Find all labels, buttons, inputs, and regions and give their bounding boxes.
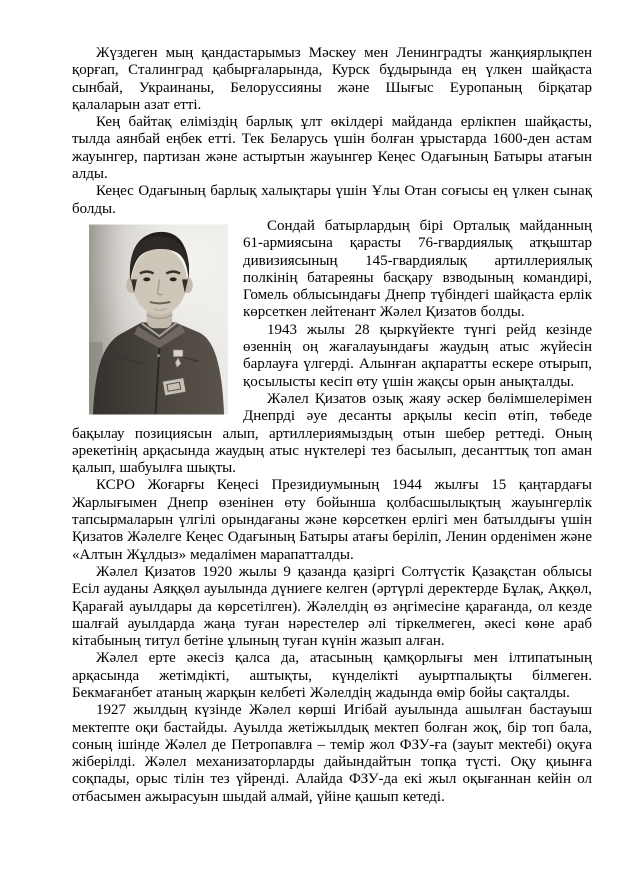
paragraph: Жәлел Қизатов озық жаяу әскер бөлімшелерімен Днепрді әуе десанты арқылы кесіп өтіп, төбеде бақылау позициясын алып, артиллериямыздың отын шебер реттеді. Оның әрекетінің арқасында жаудың атыс нүктелері тез басылып, десанттық топ аман қалып, шабуылға шықты. — [72, 390, 592, 477]
portrait-photo-image — [89, 224, 228, 415]
paragraph: 1927 жылдың күзінде Жәлел көрші Игібай ауылында ашылған бастауыш мектепте оқи бастайды. Ауылда жетіжылдық мектеп болған жоқ, бір топ бала, соның ішінде Жәлел де Петропавлға – темір жол ФЗУ-ға (зауыт мектебі) оқуға жіберілді. Жәлел механизаторларды дайындайтын топқа түсті. Оқу қиынға соқпады, орыс тілін тез үйренді. Алайда ФЗУ-да екі жыл оқығаннан кейін ол отбасымен ажырасуын шыдай алмай, үйіне қашып кетеді. — [72, 702, 592, 805]
portrait-photo — [89, 224, 228, 415]
paragraph: Кеңес Одағының барлық халықтары үшін Ұлы Отан соғысы ең үлкен сынақ болды. — [72, 183, 592, 217]
paragraph: Жәлел Қизатов 1920 жылы 9 қазанда қазіргі Солтүстік Қазақстан облысы Есіл ауданы Аяққөл ауылында дүниеге келген (әртүрлі деректерде Бұлақ, Аққөл, Қарағай ауылдары да көрсетілген). Жәлелдің өз әңгімесіне қарағанда, ол кезде шалғай ауылдарда жаңа туған нәрестелер әлі тіркелмеген, әкесі көне араб кітабының титул бетіне ұлының туған күнін жазып алған. — [72, 563, 592, 650]
paragraph: Сондай батырлардың бірі Орталық майданның 61-армиясына қарасты 76-гвардиялық атқыштар дивизиясының 145-гвардиялық артиллериялық полкінің батареяны басқару взводының командирі, Гомель облысындағы Днепр түбіндегі шайқаста ерлік көрсеткен лейтенант Жәлел Қизатов болды. — [243, 217, 592, 321]
paragraph: КСРО Жоғарғы Кеңесі Президиумының 1944 жылғы 15 қаңтардағы Жарлығымен Днепр өзенінен өту бойынша қолбасшылықтың жауынгерлік тапсырмаларын үлгілі орындағаны және көрсеткен ерлігі мен батылдығы үшін Қизатов Жәлелге Кеңес Одағының Батыры атағы беріліп, Ленин орденімен және «Алтын Жұлдыз» медалімен марапатталды. — [72, 477, 592, 563]
paragraph: Кең байтақ еліміздің барлық ұлт өкілдері майданда ерлікпен шайқасты, тылда аянбай еңбек етті. Тек Беларусь үшін болған ұрыстарда 1600-ден астам жауынгер, партизан және астыртын жауынгер Кеңес Одағының Батыры атағын алды. — [72, 114, 592, 183]
paragraph: Жүздеген мың қандастарымыз Мәскеу мен Ленинградты жанқиярлықпен қорғап, Сталинград қабырғаларында, Курск бұдырында ең үлкен шайқаста сынбай, Украинаны, Белоруссияны және Шығыс Еуропаның бірқатар қалаларын азат етті. — [72, 45, 592, 113]
paragraph: 1943 жылы 28 қыркүйекте түнгі рейд кезінде өзеннің оң жағалауындағы жаудың атыс жүйесін барлауға үлгерді. Алынған ақпаратты ескере отырып, қосылысты кесіп өту үшін жақсы орын анықталды. — [243, 321, 592, 390]
paragraph: Жәлел ерте әкесіз қалса да, атасының қамқорлығы мен ілтипатының арқасында жетімдікті, аштықты, күнделікті ауыртпалықты білмеген. Бекмағанбет атаның жарқын келбеті Жәлелдің жадында өмір бойы сақталды. — [72, 650, 592, 701]
